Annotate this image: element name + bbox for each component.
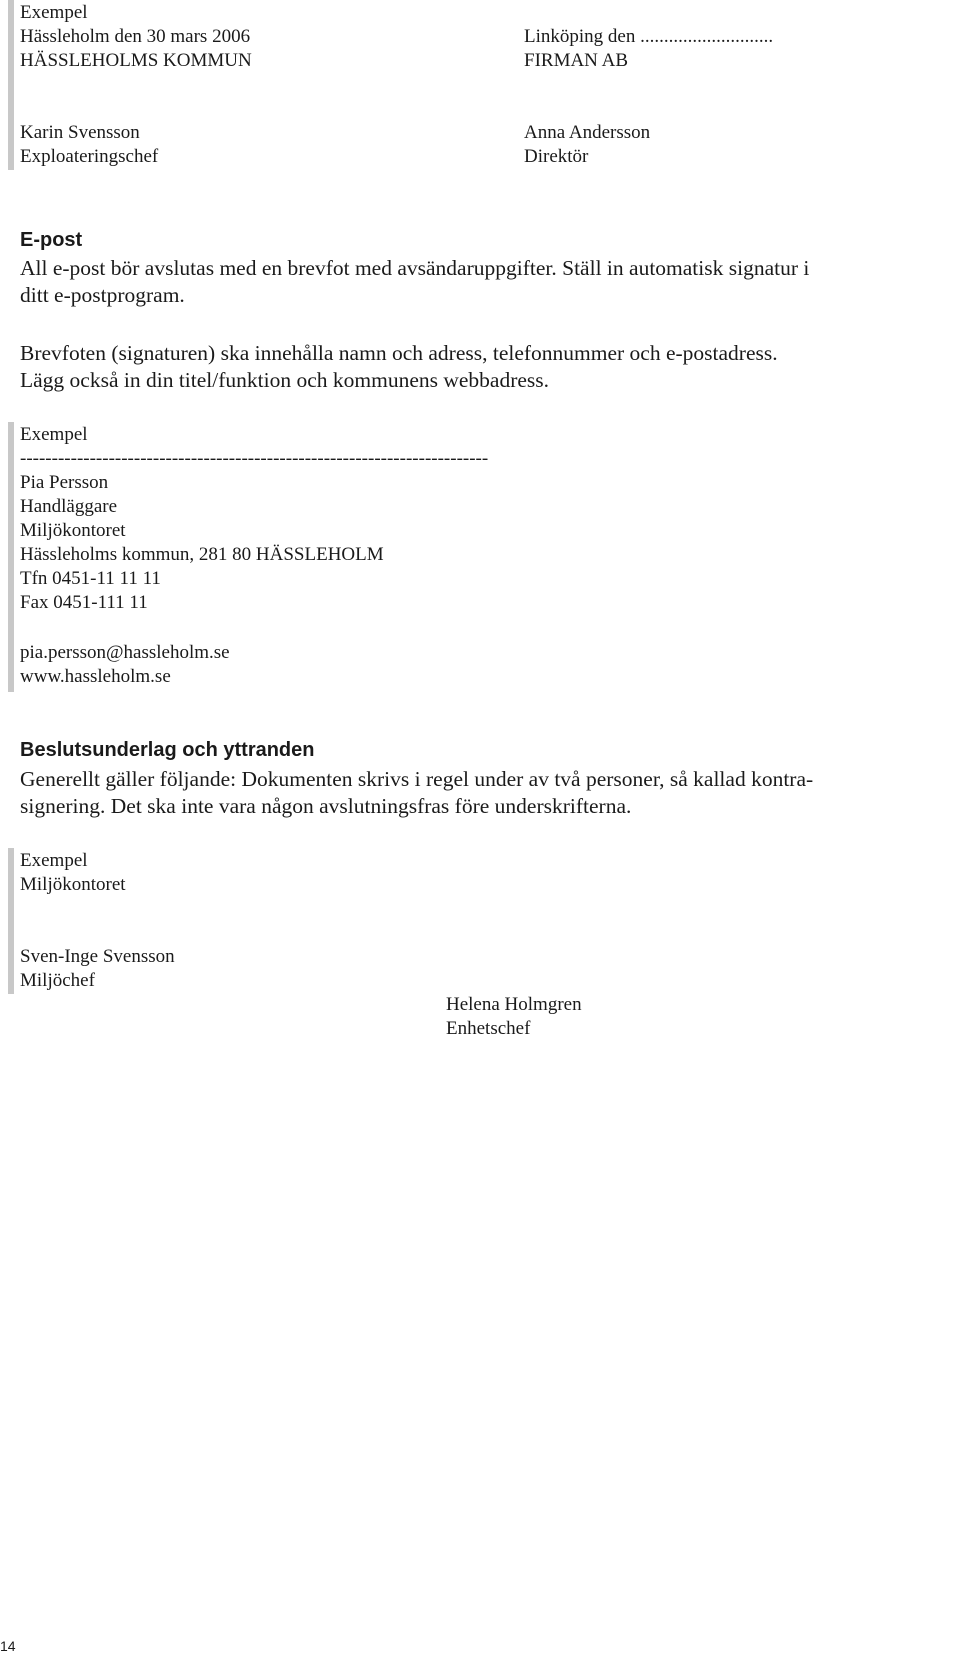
- left-date-line: Hässleholm den 30 mars 2006: [20, 26, 251, 47]
- paragraph-line: Brevfoten (signaturen) ska innehålla namn och adress, telefonnummer och e-postadress.: [20, 341, 778, 365]
- section-heading-email: E-post: [20, 229, 83, 251]
- signature-email: pia.persson@hassleholm.se: [20, 642, 230, 663]
- example-margin-bar: [8, 0, 14, 170]
- right-date-line: Linköping den ............................: [524, 26, 774, 47]
- signature-address: Hässleholms kommun, 281 80 HÄSSLEHOLM: [20, 544, 384, 565]
- paragraph-line: signering. Det ska inte vara någon avslutningsfras före underskrifterna.: [20, 794, 632, 818]
- example-label: Exempel: [20, 2, 88, 23]
- right-signer-title: Direktör: [524, 146, 589, 167]
- right-signer-name: Anna Andersson: [524, 122, 651, 143]
- signature-fax: Fax 0451-111 11: [20, 592, 148, 613]
- signature-website: www.hassleholm.se: [20, 666, 171, 687]
- page-number: 14: [0, 1638, 16, 1654]
- signature-separator: --------------------------------------------------------------------------: [20, 448, 489, 469]
- paragraph-line: Generellt gäller följande: Dokumenten skrivs i regel under av två personer, så kallad kontra-: [20, 767, 814, 791]
- first-signer-title: Miljöchef: [20, 970, 95, 991]
- example-margin-bar: [8, 422, 14, 692]
- second-signer-title: Enhetschef: [446, 1018, 531, 1039]
- signature-department: Miljökontoret: [20, 520, 126, 541]
- left-signer-name: Karin Svensson: [20, 122, 140, 143]
- example-label: Exempel: [20, 850, 88, 871]
- right-organization: FIRMAN AB: [524, 50, 628, 71]
- example-label: Exempel: [20, 424, 88, 445]
- paragraph-line: ditt e-postprogram.: [20, 283, 185, 307]
- first-signer-name: Sven-Inge Svensson: [20, 946, 175, 967]
- section-heading-decisions: Beslutsunderlag och yttranden: [20, 739, 315, 761]
- signature-name: Pia Persson: [20, 472, 109, 493]
- left-organization: HÄSSLEHOLMS KOMMUN: [20, 50, 252, 71]
- example-margin-bar: [8, 848, 14, 994]
- signature-title: Handläggare: [20, 496, 118, 517]
- department: Miljökontoret: [20, 874, 126, 895]
- signature-phone: Tfn 0451-11 11 11: [20, 568, 161, 589]
- left-signer-title: Exploateringschef: [20, 146, 159, 167]
- paragraph-line: All e-post bör avslutas med en brevfot med avsändaruppgifter. Ställ in automatisk signatur i: [20, 256, 810, 280]
- paragraph-line: Lägg också in din titel/funktion och kommunens webbadress.: [20, 368, 550, 392]
- second-signer-name: Helena Holmgren: [446, 994, 582, 1015]
